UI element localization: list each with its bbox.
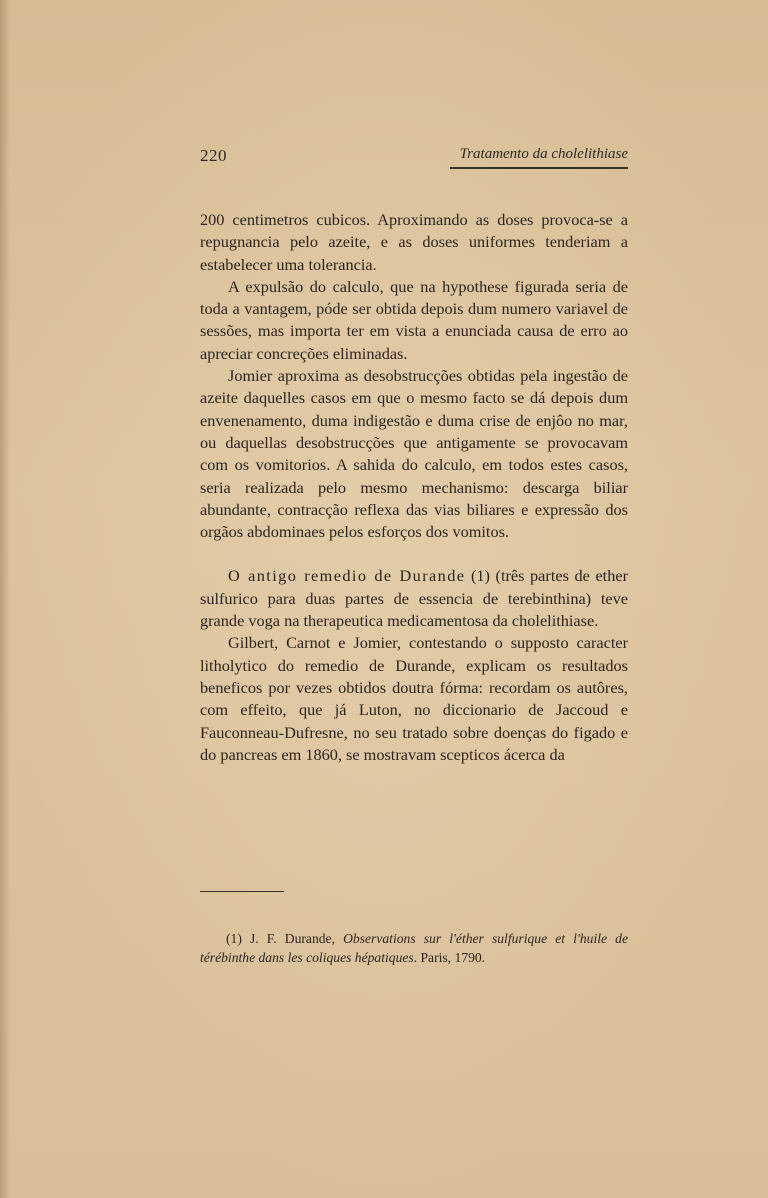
page-edge-shadow <box>0 0 10 1198</box>
paragraph-5: Gilbert, Carnot e Jomier, contestando o supposto caracter litholytico do remedio de Durande, explicam os resultados beneficos por vezes obtidos doutra fórma: recordam os autôres, com effeito, que já Luton, no diccionario de Jaccoud e Fauconneau-Dufresne, no seu tratado sobre doenças do figado e do pancreas em 1860, se mostravam scepticos ácerca da <box>200 633 628 764</box>
paragraph-3: Jomier aproxima as desobstrucções obtidas pela ingestão de azeite daquelles casos em que o mesmo facto se dá depois dum envenenamento, duma indigestão e duma crise de enjôo no mar, ou daquellas desobstrucções que antigamente se provocavam com os vomitorios. A sahida do calculo, em todos estes casos, seria realizada pelo mesmo mechanismo: descarga biliar abundante, contracção reflexa das vias biliares e expressão dos orgãos abdominaes pelos esforços dos vomitos. <box>200 366 628 542</box>
header-rule <box>450 167 628 169</box>
footnote-title: Observations sur l'éther sulfurique et l'huile de térébinthe dans les coliques hépatiques <box>200 931 628 965</box>
paragraph-4-name: Durande <box>399 566 466 586</box>
footnote <box>200 929 628 967</box>
paragraph-4 <box>200 565 628 632</box>
footnote-rest: . Paris, 1790. <box>413 950 486 965</box>
running-title: Tratamento da cholelithiase <box>459 146 628 162</box>
paragraph-2: A expulsão do calculo, que na hypothese figurada seria de toda a vantagem, póde ser obtida depois dum numero variavel de sessões, mas importa ter em vista a enunciada causa de erro ao apreciar concreções eliminadas. <box>200 276 628 363</box>
paragraph-4-rest: (1) (três partes de ether sulfurico para duas partes de essencia de terebinthina) teve grande voga na therapeutica medicamentosa da cholelithiase. <box>200 566 628 631</box>
body-text <box>200 209 628 766</box>
footnote-marker: (1) J. F. Durande, <box>226 931 344 946</box>
paragraph-1: 200 centimetros cubicos. Aproximando as doses provoca-se a repugnancia pelo azeite, e as doses uniformes tenderiam a estabelecer uma tolerancia. <box>200 210 628 274</box>
footnote-rule <box>200 891 284 892</box>
page-header <box>200 146 628 170</box>
paragraph-4-prefix: O antigo remedio de <box>228 566 400 586</box>
page-number: 220 <box>200 146 227 165</box>
